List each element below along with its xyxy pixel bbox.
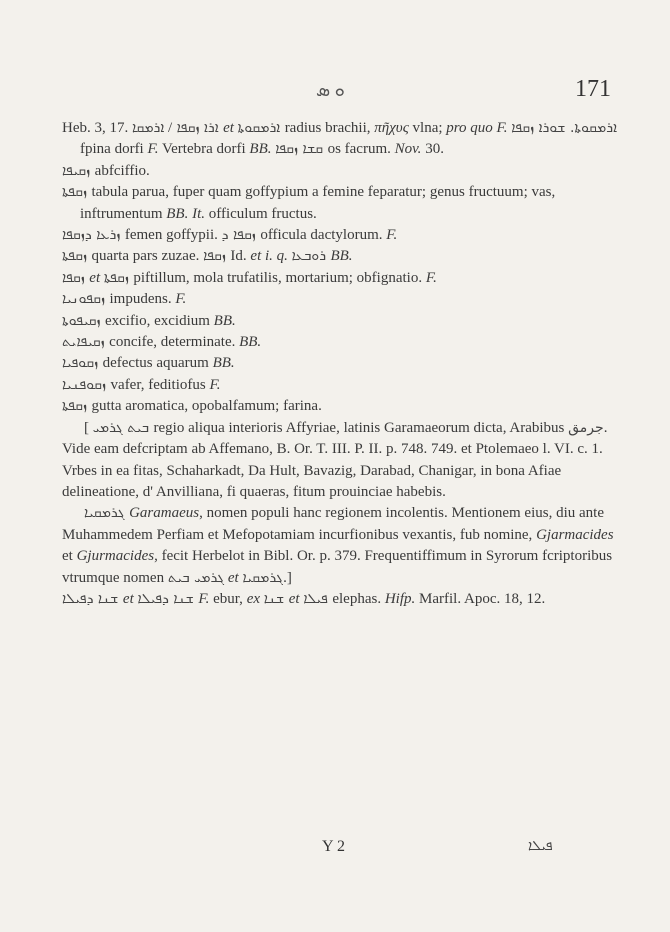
text-segment: concife, determinate. [109, 334, 240, 351]
text-segment: Id. [230, 248, 251, 265]
text-segment: vafer, feditiofus [110, 376, 210, 393]
syriac-term: ܓܪܡܩܝܐ [84, 505, 130, 522]
italic-text: F. [209, 376, 221, 393]
text-segment: et [62, 548, 77, 565]
syriac-term: ܙܩܦܬܐ [103, 269, 134, 286]
syriac-term: ܙܩܝܦܘܬܐ [62, 312, 105, 329]
dictionary-entry [62, 289, 626, 310]
syriac-term: ܙܩܦܬܐ [62, 248, 92, 265]
syriac-term: ܪܘܒܥܐ [291, 248, 331, 265]
dictionary-entry [62, 418, 626, 504]
italic-text: et [288, 590, 304, 607]
dictionary-entry [62, 353, 626, 374]
text-segment: , fecit Herbelot in Bibl. Or. p. 379. Frequentiffimum in Syrorum fcriptoribus vtrumque nomen [62, 548, 613, 586]
text-segment: 30. [421, 141, 444, 158]
italic-text: F. [425, 269, 437, 286]
text-segment: quarta pars zuzae. [91, 248, 204, 265]
text-segment: femen goffypii. [124, 227, 222, 244]
text-segment: ebur, [209, 590, 247, 607]
syriac-term: ܙܩܦܐ ܕ [221, 227, 261, 244]
italic-text: et [223, 120, 238, 136]
text-segment: defectus aquarum [102, 355, 213, 372]
page-number: 171 [575, 76, 611, 102]
italic-text: F. [198, 590, 210, 607]
syriac-term: ܫܢܐ ܕܦܝܠܐ [62, 590, 123, 607]
syriac-term: ܐܪܡܩܘܬܐ [237, 120, 285, 136]
italic-text: Gjarmacides [536, 526, 614, 543]
dictionary-entry [62, 311, 626, 332]
syriac-term: ܦܝܠܐ [303, 590, 333, 607]
dictionary-entry [62, 396, 626, 417]
italic-text: πῆχυς [374, 120, 409, 136]
text-segment: tabula parua, fuper quam goffypium a femine feparatur; genus fructuum; vas, inftrumentum [80, 184, 556, 222]
italic-text: et [89, 269, 104, 286]
text-segment: .] [283, 569, 292, 586]
dictionary-entry [62, 332, 626, 353]
dictionary-entry [62, 375, 626, 396]
syriac-term: ܓܪܡܝ ܒܝܬ [167, 569, 225, 586]
italic-text: pro quo F. [446, 120, 512, 136]
italic-text: BB. [330, 248, 353, 265]
page-footer [0, 838, 670, 868]
italic-text: BB. [249, 141, 272, 158]
italic-text: ex [246, 590, 264, 607]
text-segment: / [164, 120, 173, 136]
syriac-term: ܙܩܦܐ [203, 248, 231, 265]
signature-mark: Y 2 [322, 838, 345, 855]
text-segment: officula dactylorum. [260, 227, 387, 244]
syriac-term: ܙܩܦܘܢܝܐ [62, 291, 110, 308]
syriac-term: ܙܩܦܐ [62, 269, 90, 286]
italic-text: et [224, 569, 243, 586]
syriac-term: ܙܩܘܦܝܐ [62, 355, 103, 372]
text-segment: Vertebra dorfi [158, 141, 250, 158]
text-segment: regio aliqua interioris Affyriae, latinis Garamaeorum dicta, Arabibus [153, 419, 569, 436]
text-segment: gutta aromatica, opobalfamum; farina. [91, 398, 322, 415]
italic-text: Gjurmacides [76, 548, 155, 565]
syriac-term: ܫܢܐ [263, 590, 289, 607]
text-segment: fpina dorfi [80, 141, 148, 158]
italic-text: F. [386, 227, 398, 244]
text-segment: abfciffio. [94, 162, 150, 179]
text-segment: elephas. [332, 590, 385, 607]
text-segment: , nomen populi hanc regionem incolentis. Mentionem eius, diu ante Muhammedem Perfiam et Mefopotamiam incurfionibus vexantis, fub nomine, [62, 505, 604, 543]
text-segment: impudens. [109, 291, 176, 308]
dictionary-entry [62, 246, 626, 267]
syriac-term: جرمق [568, 419, 604, 436]
dictionary-entry [62, 503, 626, 589]
text-segment: [ [84, 419, 93, 436]
dictionary-entry [62, 161, 626, 182]
syriac-term: ܐܪܡܩܐ [132, 120, 224, 136]
italic-text: Nov. [394, 141, 422, 158]
text-segment: excifio, excidium [104, 312, 214, 329]
running-head [0, 76, 670, 106]
dictionary-entry [62, 268, 626, 289]
dictionary-entry [62, 225, 626, 246]
text-segment: os facrum. [327, 141, 395, 158]
italic-text: BB. [212, 355, 235, 372]
syriac-term: ܓܪܡܩܝܐ [242, 569, 284, 586]
italic-text: Garamaeus [129, 505, 200, 522]
head-ornament: ܘ ܣ [316, 80, 345, 100]
italic-text: BB. It. [166, 205, 205, 222]
dictionary-entry [62, 118, 626, 161]
text-segment: Heb. 3, 17. [62, 120, 132, 136]
italic-text: F. [147, 141, 159, 158]
text-segment: radius brachii, [284, 120, 375, 136]
italic-text: F. [175, 291, 187, 308]
syriac-term: ܐܪܐ ܙܩܦܐ [172, 120, 219, 136]
syriac-term: ܙܩܝܦܐܝܬ [62, 334, 110, 351]
italic-text: et [122, 590, 138, 607]
syriac-term: ܙܩܝܦܐ [62, 162, 95, 179]
italic-text: et i. q. [250, 248, 292, 265]
italic-text: Hifp. [384, 590, 416, 607]
dictionary-entry [62, 589, 626, 610]
syriac-term: ܫܘܪܐ ܙܩܦܐ [511, 120, 566, 136]
text-segment: . Vide eam defcriptam ab Affemano, B. Or. T. III. P. II. p. 748. 749. et Ptolemaeo l. VI. c. 1. Vrbes in ea fitas, Schaharkadt, Da Hult, Bavazig, Darabad, Chanigar, in bona Afiae delineatione, d' Anvilliana, fi quaeras, fitum prouinciae habebis. [62, 419, 608, 500]
syriac-term: ܙܩܦܬܐ [62, 398, 92, 415]
text-segment: officulum fructus. [205, 205, 317, 222]
text-segment: piftillum, mola trufatilis, mortarium; obfignatio. [133, 269, 426, 286]
syriac-term: ܙܩܘܦܢܝܐ [62, 376, 111, 393]
italic-text: BB. [239, 334, 262, 351]
syriac-term: ܙܩܦܬܐ [62, 184, 92, 201]
italic-text: BB. [213, 312, 236, 329]
syriac-term: ܒܝܬ ܓܪܡܝ [92, 419, 154, 436]
text-segment: Marfil. Apoc. 18, 12. [415, 590, 546, 607]
syriac-term: ܙܪܥܐ ܕܙܩܦܐ [62, 227, 125, 244]
dictionary-text [62, 118, 626, 610]
syriac-term: ܐܪܡܩܘܬܐ. [565, 120, 618, 136]
dictionary-entry [62, 182, 626, 225]
syriac-term: ܩܫܐ ܙܩܦܐ [275, 141, 328, 158]
text-segment: vlna; [408, 120, 447, 136]
syriac-term: ܫܢܐ ܕܦܝܠܐ [137, 590, 199, 607]
catchword: ܦܝܠܐ [528, 838, 553, 854]
